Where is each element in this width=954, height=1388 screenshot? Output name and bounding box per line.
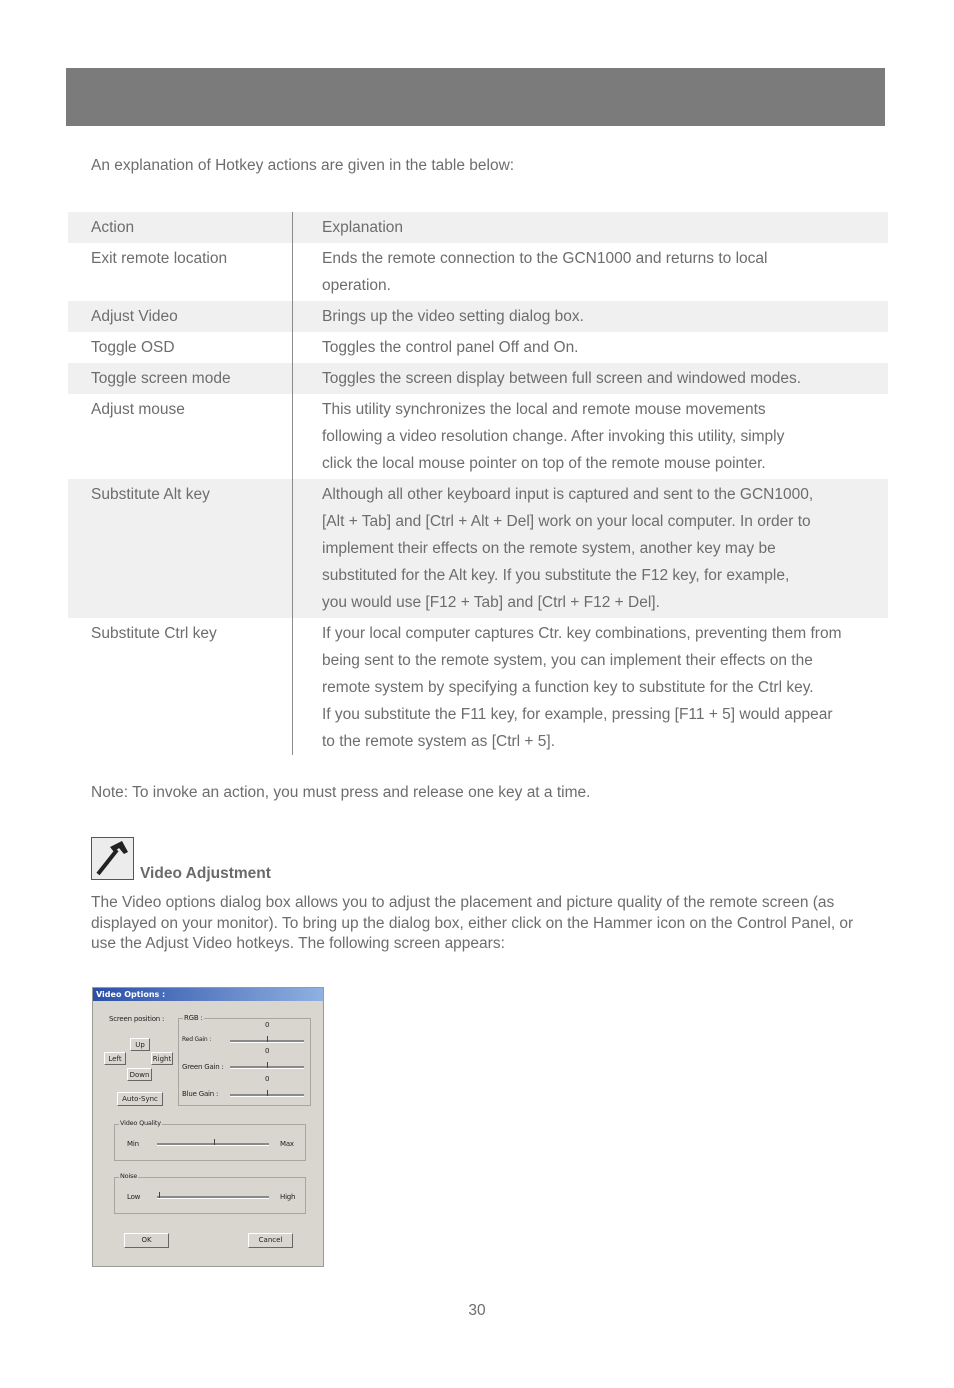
low-label: Low	[127, 1193, 141, 1201]
rgb-label: RGB :	[184, 1014, 203, 1022]
note-text: Note: To invoke an action, you must press and release one key at a time.	[91, 784, 591, 801]
table-row	[68, 332, 888, 363]
left-button[interactable]: Left	[104, 1052, 126, 1065]
noise-label: Noise	[120, 1172, 138, 1180]
header-action: Action	[68, 212, 293, 243]
table-header-row	[68, 212, 888, 243]
blue-gain-label: Blue Gain :	[182, 1090, 219, 1098]
ok-button[interactable]: OK	[124, 1233, 169, 1248]
dialog-title: Video Options :	[93, 988, 323, 1001]
cell-explanation: Ends the remote connection to the GCN1000 and returns to local operation.	[322, 250, 768, 294]
table-row	[68, 363, 888, 394]
cell-action: Exit remote location	[68, 243, 293, 301]
video-quality-thumb[interactable]	[214, 1139, 215, 1145]
noise-slider[interactable]	[157, 1196, 269, 1199]
cell-action: Adjust mouse	[68, 394, 293, 479]
cell-explanation: Toggles the screen display between full screen and windowed modes.	[293, 363, 889, 394]
red-gain-thumb[interactable]	[267, 1036, 268, 1042]
header-bar	[66, 68, 885, 126]
cell-action: Substitute Ctrl key	[68, 618, 293, 755]
cell-action: Adjust Video	[68, 301, 293, 332]
high-label: High	[280, 1193, 296, 1201]
section-paragraph: The Video options dialog box allows you to adjust the placement and picture quality of the remote screen (as displayed on your monitor). To bring up the dialog box, either click on the Hammer icon on the Control Panel, or use the Adjust Video hotkeys. The following screen appears:	[91, 894, 854, 952]
video-quality-slider[interactable]	[157, 1143, 269, 1146]
table-row	[68, 394, 888, 479]
cell-explanation: Brings up the video setting dialog box.	[293, 301, 889, 332]
intro-text: An explanation of Hotkey actions are given in the table below:	[91, 157, 515, 174]
cell-explanation: Toggles the control panel Off and On.	[322, 339, 579, 356]
table-row	[68, 301, 888, 332]
hotkey-table	[68, 212, 888, 755]
cancel-button[interactable]: Cancel	[248, 1233, 293, 1248]
cell-explanation: Although all other keyboard input is captured and sent to the GCN1000, [Alt + Tab] and [Ctrl + Alt + Del] work on your local computer. In order to implement their effects on the remote system, another key may be substituted for the Alt key. If you substitute the F12 key, for example, you would use [F12 + Tab] and [Ctrl + F12 + Del].	[293, 479, 889, 618]
down-button[interactable]: Down	[127, 1068, 152, 1081]
red-value: 0	[265, 1021, 270, 1029]
screen-position-label: Screen position :	[109, 1015, 165, 1023]
green-gain-thumb[interactable]	[267, 1062, 268, 1068]
cell-action: Substitute Alt key	[68, 479, 293, 618]
blue-gain-thumb[interactable]	[267, 1090, 268, 1096]
noise-thumb[interactable]	[159, 1192, 160, 1198]
video-quality-label: Video Quality	[120, 1119, 161, 1127]
section-title: Video Adjustment	[140, 865, 271, 882]
cell-action: Toggle OSD	[68, 332, 293, 363]
page-number: 30	[468, 1302, 486, 1319]
up-button[interactable]: Up	[130, 1038, 150, 1051]
hammer-icon	[91, 837, 134, 880]
right-button[interactable]: Right	[151, 1052, 173, 1065]
cell-action: Toggle screen mode	[68, 363, 293, 394]
cell-explanation: This utility synchronizes the local and remote mouse movements following a video resolution change. After invoking this utility, simply click the local mouse pointer on top of the remote mouse pointer.	[322, 401, 785, 472]
red-gain-label: Red Gain :	[182, 1036, 212, 1043]
green-gain-label: Green Gain :	[182, 1063, 224, 1071]
video-options-dialog	[92, 987, 324, 1267]
max-label: Max	[280, 1140, 294, 1148]
auto-sync-button[interactable]: Auto-Sync	[117, 1092, 163, 1106]
min-label: Min	[127, 1140, 139, 1148]
table-row	[68, 243, 888, 301]
table-row	[68, 479, 888, 618]
green-value: 0	[265, 1047, 270, 1055]
cell-explanation: If your local computer captures Ctr. key combinations, preventing them from being sent to the remote system, you can implement their effects on the remote system by specifying a function key to substitute for the Ctrl key. If you substitute the F11 key, for example, pressing [F11 + 5] would appear to the remote system as [Ctrl + 5].	[322, 625, 842, 750]
table-row	[68, 618, 888, 755]
header-explanation: Explanation	[293, 212, 889, 243]
blue-value: 0	[265, 1075, 270, 1083]
